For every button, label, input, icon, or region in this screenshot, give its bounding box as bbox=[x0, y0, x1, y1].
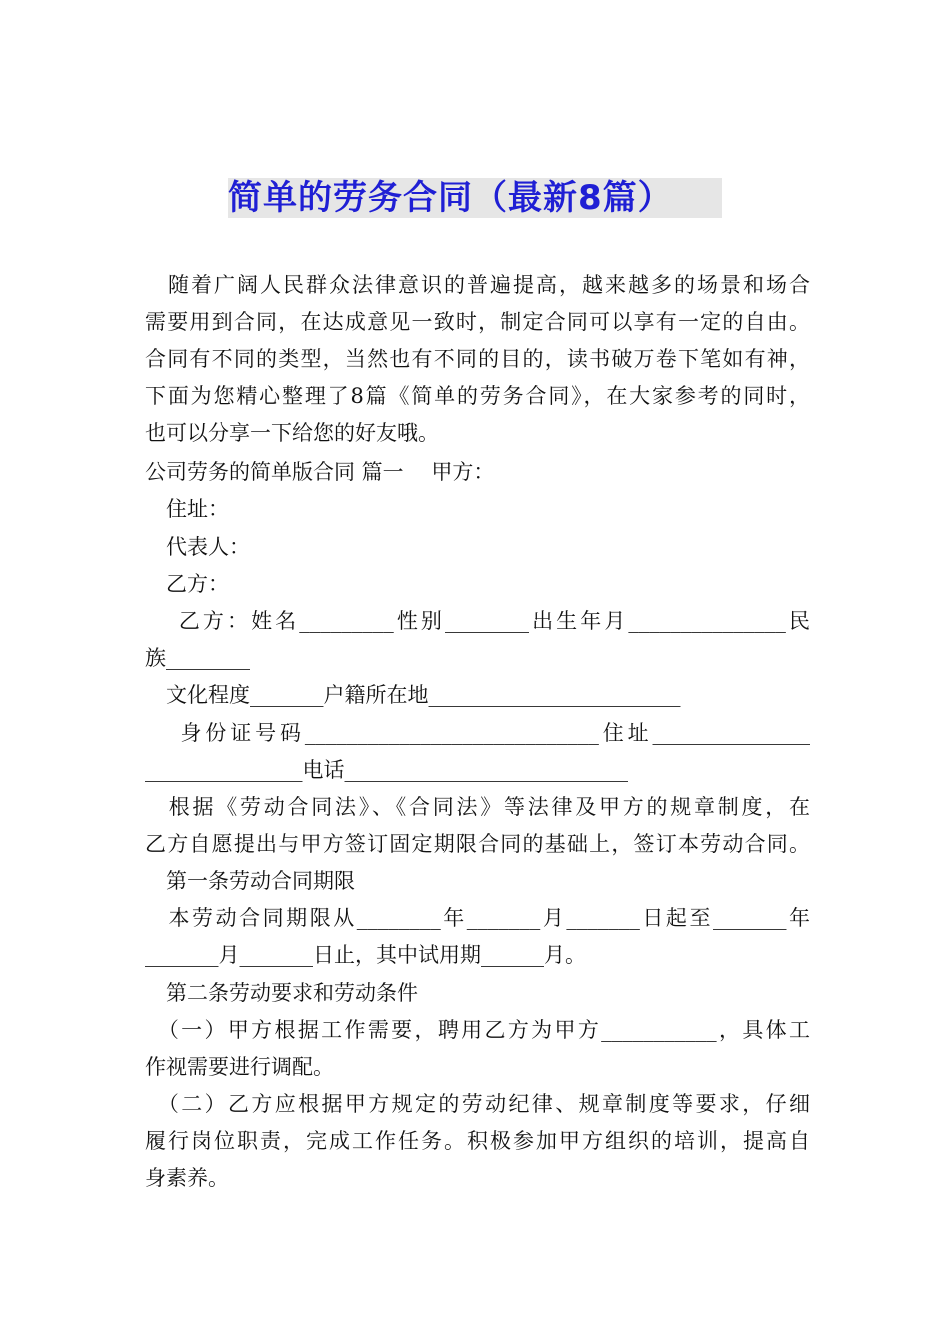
intro-line: 随着广阔人民群众法律意识的普遍提高，越来越多的场景和场合 bbox=[145, 273, 810, 297]
body-line: （一）甲方根据工作需要，聘用乙方为甲方___________，具体工 bbox=[145, 1018, 810, 1042]
body-line: 根据《劳动合同法》、《合同法》等法律及甲方的规章制度，在 bbox=[145, 795, 810, 819]
document-title: 简单的劳务合同（最新8篇） bbox=[228, 178, 673, 218]
body-line: 乙方自愿提出与甲方签订固定期限合同的基础上，签订本劳动合同。 bbox=[145, 832, 810, 856]
form-line: 身份证号码____________________________住址_______________ bbox=[145, 721, 810, 745]
body-line: （二）乙方应根据甲方规定的劳动纪律、规章制度等要求，仔细 bbox=[145, 1092, 810, 1116]
body-line: 身素养。 bbox=[145, 1166, 229, 1190]
body-line: _______月_______日止，其中试用期______月。 bbox=[145, 943, 586, 967]
body-line: 本劳动合同期限从________年_______月_______日起至_______年 bbox=[145, 906, 810, 930]
intro-line: 也可以分享一下给您的好友哦。 bbox=[145, 421, 439, 445]
body-line: 履行岗位职责，完成工作任务。积极参加甲方组织的培训，提高自 bbox=[145, 1129, 810, 1153]
article-heading: 第二条劳动要求和劳动条件 bbox=[145, 981, 418, 1005]
field-label: 住址： bbox=[145, 497, 229, 521]
section-heading: 公司劳务的简单版合同 篇一 甲方： bbox=[145, 460, 495, 484]
intro-line: 合同有不同的类型，当然也有不同的目的，读书破万卷下笔如有神， bbox=[145, 347, 810, 371]
article-heading: 第一条劳动合同期限 bbox=[145, 869, 355, 893]
intro-line: 下面为您精心整理了8篇《简单的劳务合同》，在大家参考的同时， bbox=[145, 384, 810, 408]
form-line: 族________ bbox=[145, 646, 250, 670]
field-label: 乙方： bbox=[145, 572, 229, 596]
form-line: 文化程度_______户籍所在地________________________ bbox=[145, 683, 681, 707]
field-label: 代表人： bbox=[145, 535, 250, 559]
form-line: 乙方：姓名_________性别________出生年月_______________民 bbox=[145, 609, 810, 633]
form-line: _______________电话___________________________ bbox=[145, 758, 628, 782]
intro-line: 需要用到合同，在达成意见一致时，制定合同可以享有一定的自由。 bbox=[145, 310, 810, 334]
body-line: 作视需要进行调配。 bbox=[145, 1055, 334, 1079]
